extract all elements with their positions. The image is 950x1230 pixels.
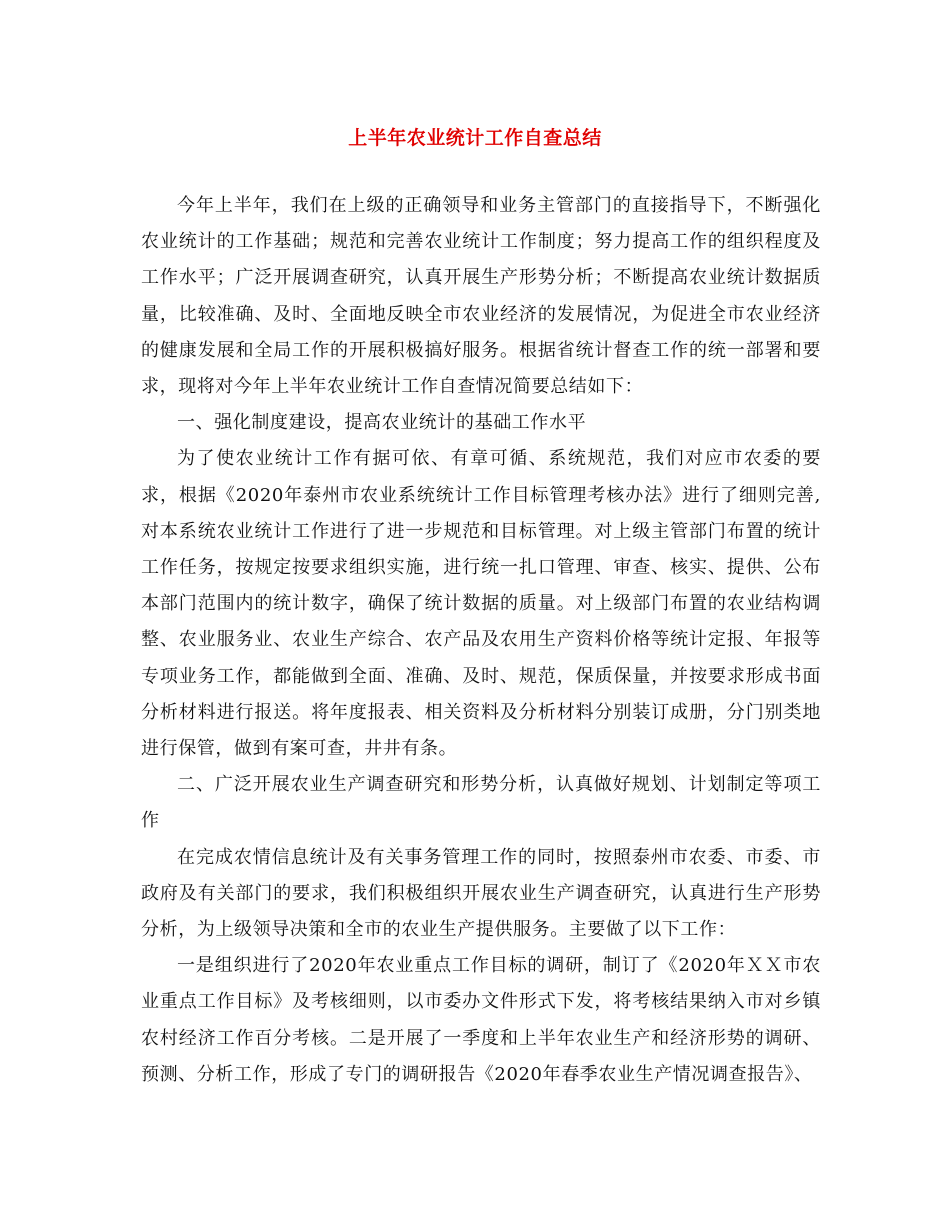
paragraph-section-2: 在完成农情信息统计及有关事务管理工作的同时，按照泰州市农委、市委、市政府及有关部门的要求，我们积极组织开展农业生产调查研究，认真进行生产形势分析，为上级领导决策和全市的农业生产提供服务。主要做了以下工作： <box>141 846 821 941</box>
document-body <box>141 188 821 1093</box>
document-title: 上半年农业统计工作自查总结 <box>348 127 602 149</box>
paragraph-section-1: 为了使农业统计工作有据可依、有章可循、系统规范，我们对应市农委的要求，根据《2020年泰州市农业系统统计工作目标管理考核办法》进行了细则完善,对本系统农业统计工作进行了进一步规范和目标管理。对上级主管部门布置的统计工作任务，按规定按要求组织实施，进行统一扎口管理、审查、核实、提供、公布本部门范围内的统计数字，确保了统计数据的质量。对上级部门布置的农业结构调整、农业服务业、农业生产综合、农产品及农用生产资料价格等统计定报、年报等专项业务工作，都能做到全面、准确、及时、规范，保质保量，并按要求形成书面分析材料进行报送。将年度报表、相关资料及分析材料分别装订成册，分门别类地进行保管，做到有案可查，井井有条。 <box>141 448 821 760</box>
paragraph-section-2-items: 一是组织进行了2020年农业重点工作目标的调研，制订了《2020年ＸＸ市农业重点工作目标》及考核细则，以市委办文件形式下发，将考核结果纳入市对乡镇农村经济工作百分考核。二是开展了一季度和上半年农业生产和经济形势的调研、预测、分析工作，形成了专门的调研报告《2020年春季农业生产情况调查报告》、 <box>141 955 821 1085</box>
section-heading-2: 二、广泛开展农业生产调查研究和形势分析，认真做好规划、计划制定等项工作 <box>141 774 821 832</box>
section-heading-1: 一、强化制度建设，提高农业统计的基础工作水平 <box>177 412 587 434</box>
paragraph-intro: 今年上半年，我们在上级的正确领导和业务主管部门的直接指导下，不断强化农业统计的工作基础；规范和完善农业统计工作制度；努力提高工作的组织程度及工作水平；广泛开展调查研究，认真开展生产形势分析；不断提高农业统计数据质量，比较准确、及时、全面地反映全市农业经济的发展情况，为促进全市农业经济的健康发展和全局工作的开展积极搞好服务。根据省统计督查工作的统一部署和要求，现将对今年上半年农业统计工作自查情况简要总结如下： <box>141 195 821 398</box>
